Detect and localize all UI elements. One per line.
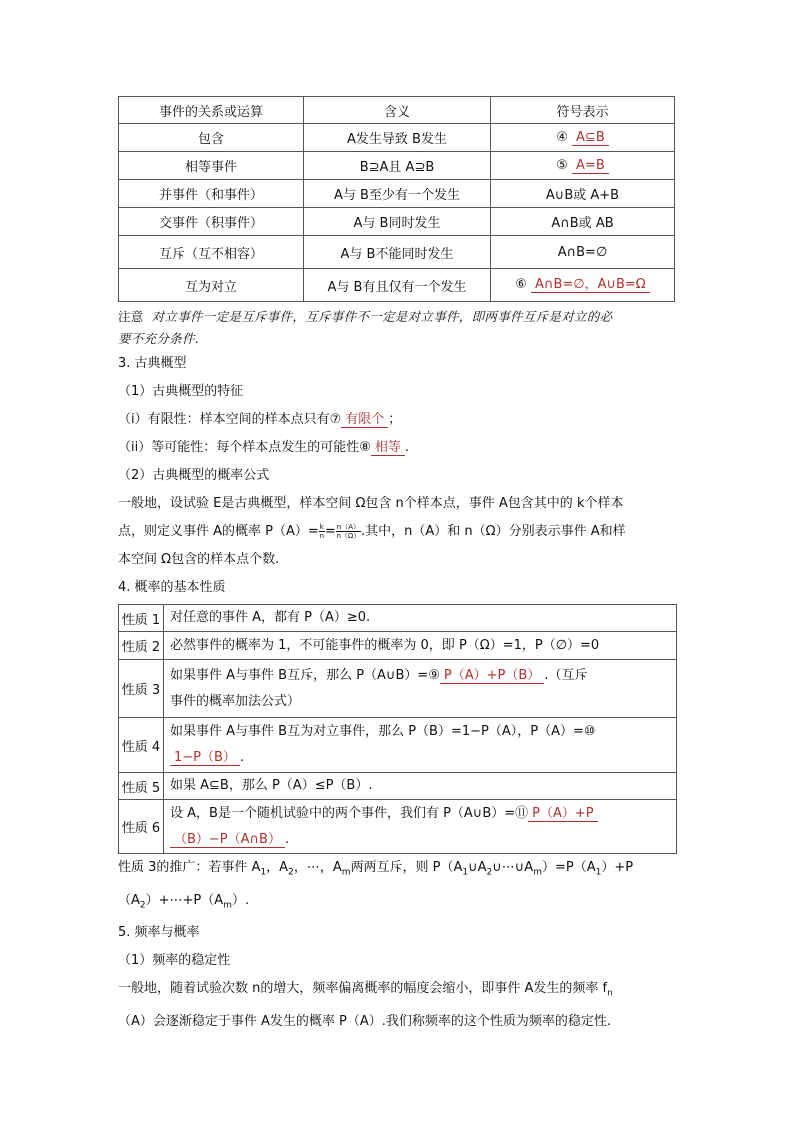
answer-blank: 有限个 [341, 412, 388, 428]
ext-text: ）. [231, 892, 250, 908]
property-text-end: . [239, 750, 245, 765]
ext-text: ）+⋯+P（A [145, 892, 224, 908]
property-label: 性质 6 [119, 800, 164, 854]
event-relation-table [118, 96, 675, 302]
classical-probability-formula [118, 490, 678, 574]
table-row [119, 800, 677, 854]
section-5-sub1: （1）频率的稳定性 [118, 953, 231, 969]
relation-meaning: A发生导致 B发生 [304, 124, 491, 152]
header-meaning: 含义 [304, 97, 491, 124]
answer-blank: （B）−P（A∩B） [170, 832, 285, 848]
fraction-denominator: n（Ω） [336, 532, 361, 540]
property-label: 性质 3 [119, 660, 164, 718]
property-text [164, 660, 677, 718]
answer-number: ⑥ [515, 277, 527, 292]
item2-text: （ii）等可能性：每个样本点发生的可能性⑧ [118, 440, 371, 455]
property-text-start: 设 A，B是一个随机试验中的两个事件，我们有 P（A∪B）=⑪ [170, 805, 529, 821]
fraction-numerator: k [319, 523, 324, 531]
relation-meaning: B⊇A且 A⊇B [304, 152, 491, 180]
relation-symbol: A∪B或 A+B [491, 180, 675, 208]
property-3-extension: 性质 3的推广：若事件 $A_1$，$A_2$，⋯，$A_m$两两互斥，则 $P(A_1\cup A_2\cup\cdots\cup A_m)=P(A_1)+P$ $(A_2)+\cdots+P(A_m)$. [118, 860, 634, 911]
ext-text: ）=P（A [541, 860, 596, 875]
relation-meaning: A与 B同时发生 [304, 208, 491, 236]
answer-blank: P（A）+P（B） [440, 668, 544, 684]
relation-symbol [491, 152, 675, 180]
property-text: 对任意的事件 A，都有 P（A）≥0. [164, 605, 677, 632]
section-3-title: 3. 古典概型 [118, 356, 187, 371]
fraction-denominator: n [319, 532, 325, 540]
table-row [119, 773, 677, 800]
property-text-end: .（互斥 [544, 667, 588, 683]
answer-blank: 1−P（B） [170, 750, 240, 766]
frequency-stability-paragraph [118, 975, 678, 1036]
answer-blank: A∩B=∅，A∪B=Ω [531, 277, 650, 293]
table-header-row [119, 97, 675, 124]
section-3-item2 [118, 434, 678, 462]
document-page [118, 96, 678, 1036]
section-4-title: 4. 概率的基本性质 [118, 580, 226, 595]
relation-name: 相等事件 [119, 152, 304, 180]
fraction-nA-over-nOmega [336, 523, 361, 540]
item2-end: . [404, 440, 410, 455]
formula-line2-start: 点，则定义事件 A的概率 P（A）= [118, 524, 319, 539]
paragraph-line2: （A）会逐渐稳定于事件 A发生的概率 P（A）.我们称频率的这个性质为频率的稳定性. [118, 1013, 612, 1029]
note-label: 注意 [118, 309, 144, 324]
table-row [119, 236, 675, 269]
header-symbol: 符号表示 [491, 97, 675, 124]
property-text-start: 如果事件 A与事件 B互斥，那么 P（A∪B）=⑨ [170, 667, 440, 683]
section-5-title: 5. 频率与概率 [118, 925, 200, 941]
relation-symbol [491, 269, 675, 302]
table-row [119, 180, 675, 208]
answer-blank: 相等 [371, 440, 405, 456]
relation-name: 包含 [119, 124, 304, 152]
fraction-numerator: n（A） [336, 523, 360, 531]
formula-line3: 本空间 Ω包含的样本点个数. [118, 552, 280, 567]
property-text [164, 800, 677, 854]
item1-text: （i）有限性：样本空间的样本点只有⑦ [118, 412, 342, 427]
answer-blank: P（A）+P [528, 806, 597, 822]
note-text-line1: 对立事件一定是互斥事件，互斥事件不一定是对立事件，即两事件互斥是对立的必 [151, 309, 613, 324]
property-text [164, 718, 677, 773]
note-text-line2: 要不充分条件. [118, 331, 200, 346]
property-label: 性质 2 [119, 632, 164, 660]
ext-text: （A [118, 892, 140, 908]
table-row [119, 718, 677, 773]
ext-text: 两两互斥，则 P（A [350, 860, 463, 875]
probability-properties-table [118, 604, 677, 854]
property-text-end: . [284, 831, 290, 847]
ext-text: 性质 3的推广：若事件 A [118, 860, 261, 875]
property-text: 如果 A⊆B，那么 P（A）≤P（B）. [164, 773, 677, 800]
equals-sign: = [324, 524, 336, 539]
relation-meaning: A与 B至少有一个发生 [304, 180, 491, 208]
answer-blank: A⊆B [572, 130, 609, 146]
section-3-item1 [118, 406, 678, 434]
formula-line2-end: .其中，n（A）和 n（Ω）分别表示事件 A和样 [361, 524, 626, 539]
ext-text: ）+P [601, 860, 634, 875]
table-row [119, 632, 677, 660]
table-row [119, 124, 675, 152]
relation-meaning: A与 B不能同时发生 [304, 236, 491, 269]
relation-symbol: A∩B=∅ [491, 236, 675, 269]
paragraph-line1: 一般地，随着试验次数 n的增大，频率偏离概率的幅度会缩小，即事件 A发生的频率 f [118, 981, 608, 997]
table-row [119, 269, 675, 302]
relation-meaning: A与 B有且仅有一个发生 [304, 269, 491, 302]
relation-symbol [491, 124, 675, 152]
header-relation: 事件的关系或运算 [119, 97, 304, 124]
subscript-n: n [607, 988, 613, 999]
section-3-sub1: （1）古典概型的特征 [118, 384, 244, 399]
relation-name: 互斥（互不相容） [119, 236, 304, 269]
answer-blank: A=B [572, 158, 609, 174]
property-text-start: 如果事件 A与事件 B互为对立事件，那么 P（B）=1−P（A），P（A）=⑩ [170, 724, 596, 739]
answer-number: ⑤ [556, 157, 568, 173]
table-row [119, 152, 675, 180]
formula-line1: 一般地，设试验 E是古典概型，样本空间 Ω包含 n个样本点，事件 A包含其中的 k个样本 [118, 496, 624, 511]
note-paragraph [118, 306, 678, 350]
formula-line2 [118, 518, 678, 546]
table-row [119, 605, 677, 632]
property-label: 性质 4 [119, 718, 164, 773]
relation-name: 互为对立 [119, 269, 304, 302]
property-text-line2: 事件的概率加法公式） [170, 693, 301, 709]
property-label: 性质 1 [119, 605, 164, 632]
property-label: 性质 5 [119, 773, 164, 800]
answer-number: ④ [556, 129, 568, 145]
section-3-sub2: （2）古典概型的概率公式 [118, 468, 270, 483]
relation-name: 并事件（和事件） [119, 180, 304, 208]
property-text: 必然事件的概率为 1，不可能事件的概率为 0，即 P（Ω）=1，P（∅）=0 [164, 632, 677, 660]
table-row [119, 208, 675, 236]
item1-end: ； [388, 412, 402, 427]
relation-symbol: A∩B或 AB [491, 208, 675, 236]
table-row [119, 660, 677, 718]
relation-name: 交事件（积事件） [119, 208, 304, 236]
